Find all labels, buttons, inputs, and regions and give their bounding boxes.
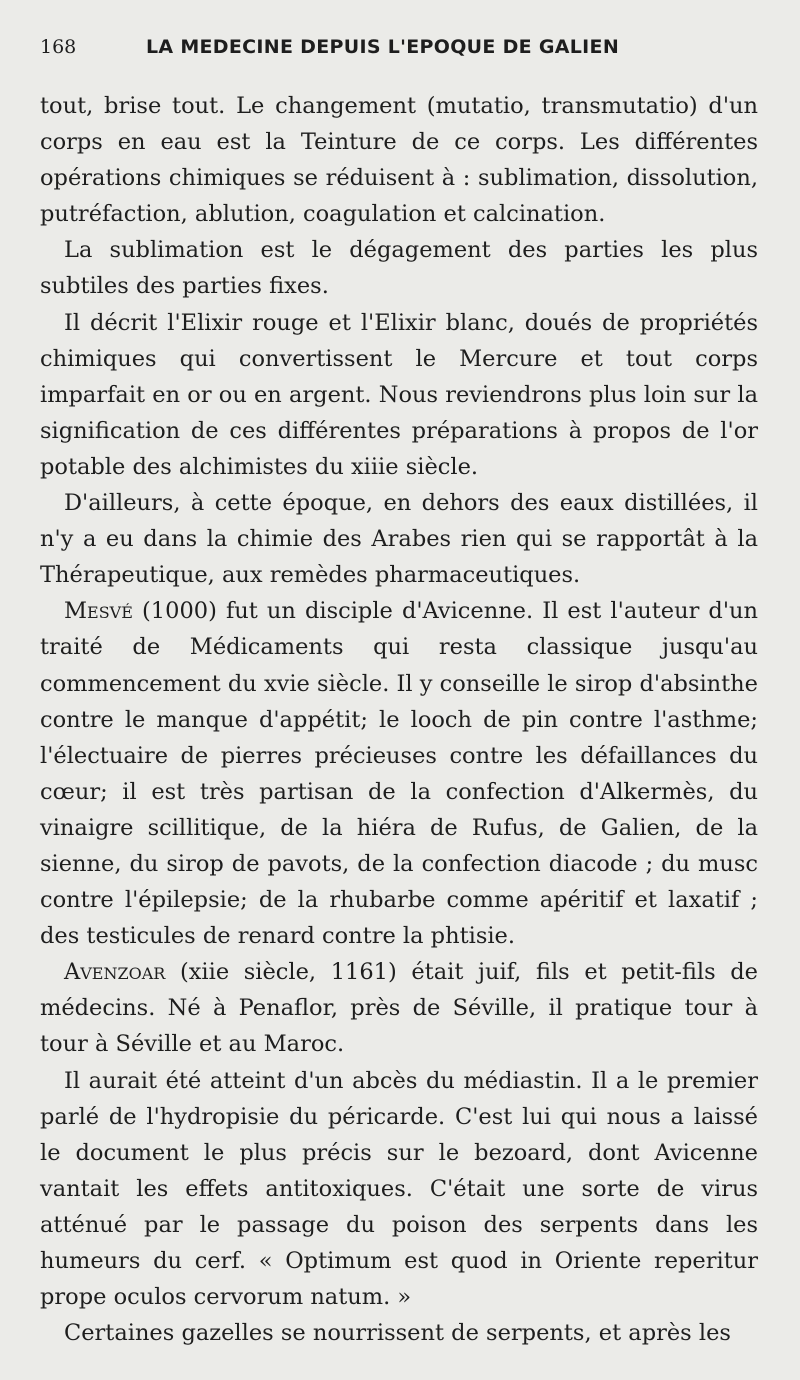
paragraph-4: D'ailleurs, à cette époque, en dehors des eaux distillées, il n'y a eu dans la chimie des Arabes rien qui se rapportât à la Thérapeutique, aux remèdes pharmaceutiques. bbox=[40, 490, 758, 589]
paragraph-1: tout, brise tout. Le changement (mutatio, transmutatio) d'un corps en eau est la Teinture de ce corps. Les différentes opérations chimiques se réduisent à : sublimation, dissolution, putréfaction, ablution, coagulation et calcination. bbox=[40, 93, 758, 228]
running-head: LA MEDECINE DEPUIS L'EPOQUE DE GALIEN bbox=[146, 36, 620, 58]
name-avenzoar: Avenzoar bbox=[64, 959, 166, 986]
name-mesve: Mesvé bbox=[64, 598, 133, 625]
paragraph-6 bbox=[40, 954, 758, 1062]
paragraph-3: Il décrit l'Elixir rouge et l'Elixir blanc, doués de propriétés chimiques qui convertissent le Mercure et tout corps imparfait en or ou en argent. Nous reviendrons plus loin sur la signification de ces différentes préparations à propos de l'or potable des alchimistes du xiiie siècle. bbox=[40, 309, 758, 480]
page-number: 168 bbox=[40, 36, 77, 58]
paragraph-7: Il aurait été atteint d'un abcès du médiastin. Il a le premier parlé de l'hydropisie du péricarde. C'est lui qui nous a laissé le document le plus précis sur le bezoard, dont Avicenne vantait les effets antitoxiques. C'était une sorte de virus atténué par le passage du poison des serpents dans les humeurs du cerf. « Optimum est quod in Oriente reperitur prope oculos cervorum natum. » bbox=[40, 1067, 758, 1311]
body-text bbox=[40, 88, 758, 1351]
paragraph-8: Certaines gazelles se nourrissent de serpents, et après les bbox=[64, 1320, 731, 1347]
page-header bbox=[40, 36, 758, 76]
paragraph-2: La sublimation est le dégagement des parties les plus subtiles des parties fixes. bbox=[40, 237, 758, 300]
paragraph-5-text: (1000) fut un disciple d'Avicenne. Il est l'auteur d'un traité de Médicaments qui resta classique jusqu'au commencement du xvie siècle. Il y conseille le sirop d'absinthe contre le manque d'appétit; le looch de pin contre l'asthme; l'électuaire de pierres précieuses contre les défaillances du cœur; il est très partisan de la confection d'Alkermès, du vinaigre scillitique, de la hiéra de Rufus, de Galien, de la sienne, du sirop de pavots, de la confection diacode ; du musc contre l'épilepsie; de la rhubarbe comme apéritif et laxatif ; des testicules de renard contre la phtisie. bbox=[40, 598, 758, 950]
paragraph-6-text: (xiie siècle, 1161) était juif, fils et petit-fils de médecins. Né à Penaflor, près de Séville, il pratique tour à tour à Séville et au Maroc. bbox=[40, 959, 758, 1058]
paragraph-5 bbox=[40, 593, 758, 954]
